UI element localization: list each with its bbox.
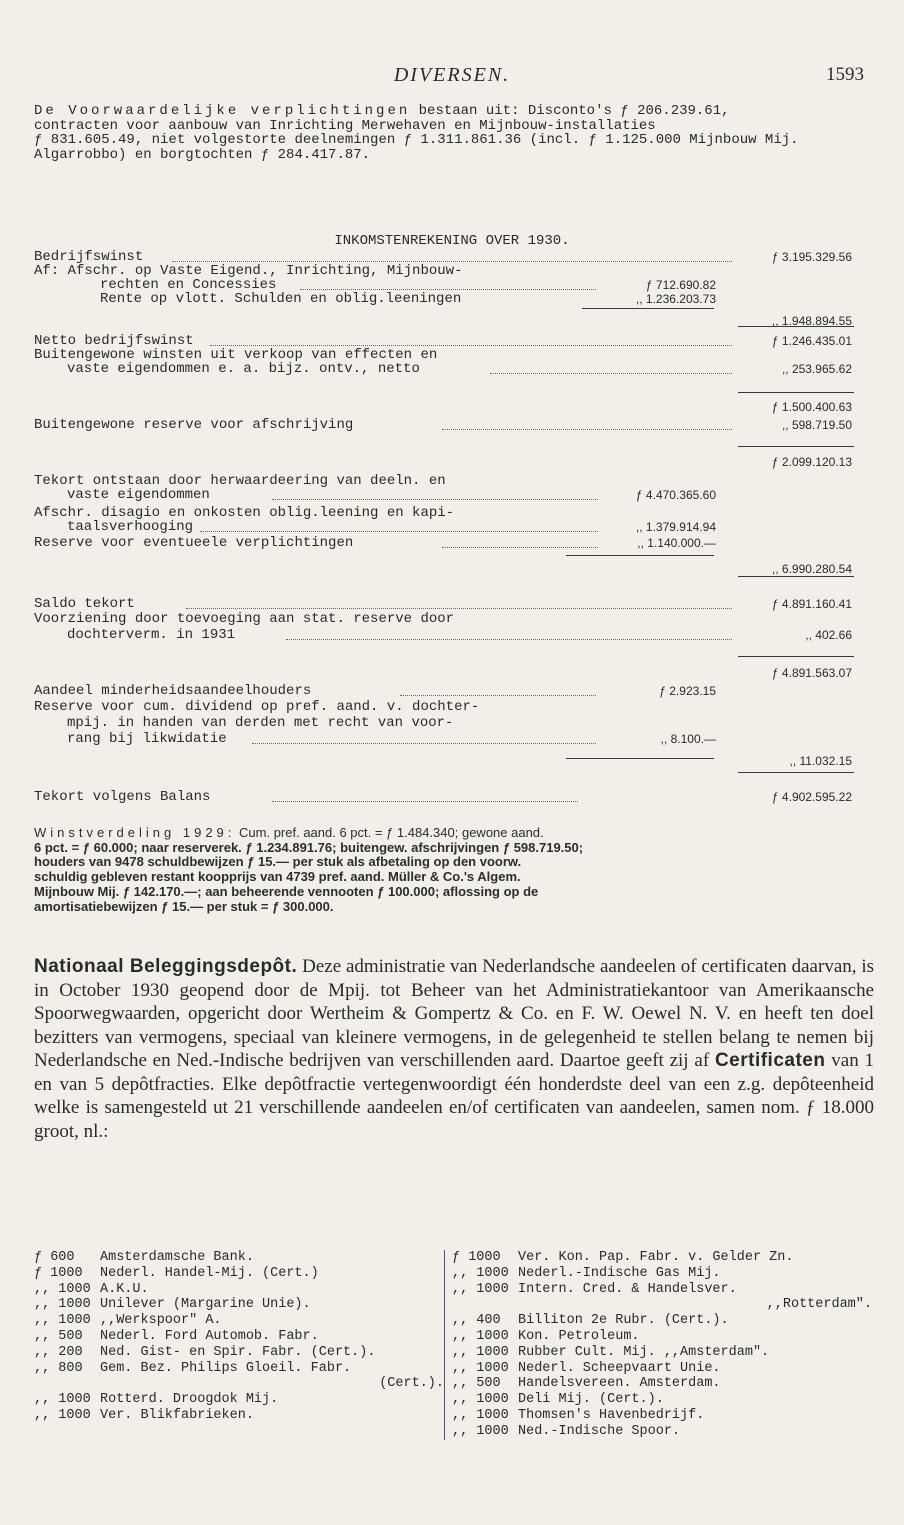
- nationaal-paragraph: [34, 955, 874, 1143]
- list-item: [452, 1424, 872, 1440]
- holding-name: Billiton 2e Rubr. (Cert.).: [518, 1313, 729, 1329]
- list-item: [34, 1408, 444, 1424]
- holding-name: Nederl. Ford Automob. Fabr.: [100, 1328, 319, 1344]
- winst-line-1: [34, 826, 876, 841]
- list-item: [34, 1282, 444, 1298]
- list-item: [34, 1345, 444, 1361]
- value-bedrijfswinst: ƒ 3.195.329.56: [771, 250, 852, 264]
- page-number: 1593: [826, 64, 864, 85]
- label-reserve-event: Reserve voor eventueele verplichtingen: [34, 535, 354, 551]
- label-reserve: Buitengewone reserve voor afschrijving: [34, 417, 354, 433]
- label-voorz-1: Voorziening door toevoeging aan stat. reserve door: [34, 611, 455, 627]
- leader-dots: [272, 499, 598, 500]
- list-item: [452, 1266, 872, 1282]
- holding-amount: ,, 400: [452, 1313, 501, 1329]
- holding-amount: ƒ 1000: [34, 1265, 83, 1281]
- holding-amount: ƒ 1000: [452, 1250, 501, 1265]
- holding-amount: ,, 1000: [452, 1281, 509, 1297]
- intro-line-4: Algarrobbo) en borgtochten ƒ 284.417.87.: [34, 146, 371, 163]
- income-statement-title: INKOMSTENREKENING OVER 1930.: [334, 233, 570, 249]
- holding-name: Ver. Kon. Pap. Fabr. v. Gelder Zn.: [518, 1250, 794, 1265]
- intro-line-2: contracten voor aanbouw van Inrichting Merwehaven en Mijnbouw-installaties: [34, 117, 656, 134]
- holding-amount: ,, 1000: [452, 1328, 509, 1344]
- list-item: [452, 1250, 872, 1266]
- label-resc-2: mpij. in handen van derden met recht van voor-: [67, 715, 454, 731]
- winst-spaced: Winstverdeling 1929:: [34, 825, 236, 840]
- holding-amount: ,, 1000: [452, 1360, 509, 1376]
- leader-dots: [442, 547, 598, 548]
- list-item: [452, 1408, 872, 1424]
- winst-line-2: 6 pct. = ƒ 60.000; naar reserverek. ƒ 1.234.891.76; buitengew. afschrijvingen ƒ 598.719.50;: [34, 839, 584, 855]
- leader-dots: [200, 531, 598, 532]
- leader-dots: [272, 801, 578, 802]
- nationaal-text-2: van 1 en van 5 depôtfracties. Elke depôtfractie vertegenwoordigt één honderdste deel van een z.g. depôteenheid welke is samengesteld ut 21 verschillende aandeelen en/of certificaten van aandeelen, samen nom. ƒ 18.000 groot, nl.:: [34, 1050, 874, 1142]
- value-reserve-event: ,, 1.140.000.—: [637, 536, 716, 550]
- holding-name: Gem. Bez. Philips Gloeil. Fabr.: [100, 1360, 352, 1376]
- label-tekort-2: vaste eigendommen: [67, 487, 210, 503]
- label-afschr-2: taalsverhooging: [67, 519, 194, 535]
- holding-name: Deli Mij. (Cert.).: [518, 1392, 664, 1408]
- label-afschr-1: Afschr. disagio en onkosten oblig.leening en kapi-: [34, 505, 455, 521]
- list-item: [452, 1329, 872, 1345]
- list-item: [34, 1313, 444, 1329]
- value-buiten: ,, 253.965.62: [781, 362, 852, 376]
- label-rente: Rente op vlott. Schulden en oblig.leeningen: [100, 291, 462, 307]
- label-saldo: Saldo tekort: [34, 596, 135, 612]
- value-afschr-disagio: ,, 1.379.914.94: [635, 520, 716, 534]
- label-buiten-2: vaste eigendommen e. a. bijz. ontv., netto: [67, 361, 420, 377]
- holding-name: A.K.U.: [100, 1281, 149, 1297]
- holding-amount: ,, 1000: [452, 1265, 509, 1281]
- leader-dots: [442, 429, 732, 430]
- intro-paragraph: [34, 104, 876, 162]
- value-aandeel: ƒ 2.923.15: [659, 684, 716, 698]
- total-rule: [738, 772, 854, 773]
- nationaal-heading: Nationaal Beleggingsdepôt.: [34, 956, 298, 977]
- holding-name: Rotterd. Droogdok Mij.: [100, 1392, 279, 1408]
- label-resc-3: rang bij likwidatie: [67, 731, 227, 747]
- label-af: Af: Afschr. op Vaste Eigend., Inrichting, Mijnbouw-: [34, 263, 463, 279]
- holding-name: Thomsen's Havenbedrijf.: [518, 1407, 705, 1423]
- leader-dots: [286, 639, 732, 640]
- label-tekort-1: Tekort ontstaan door herwaardeering van deeln. en: [34, 473, 446, 489]
- value-reserve: ,, 598.719.50: [781, 418, 852, 432]
- winst-line-5: Mijnbouw Mij. ƒ 142.170.—; aan beheerende vennooten ƒ 100.000; aflossing op de: [34, 883, 539, 899]
- total-rule: [738, 656, 854, 657]
- column-divider: [444, 1250, 445, 1440]
- value-rente: ,, 1.236.203.73: [635, 292, 716, 306]
- list-item: [34, 1297, 444, 1313]
- list-item: [34, 1266, 444, 1282]
- value-resc: ,, 8.100.—: [660, 732, 716, 746]
- value-sum4: ƒ 4.891.563.07: [771, 666, 852, 680]
- list-item: [34, 1329, 444, 1345]
- holding-name: ,,Rotterdam".: [766, 1297, 872, 1313]
- holding-amount: ,, 1000: [34, 1297, 91, 1313]
- certificaten-heading: Certificaten: [714, 1050, 826, 1071]
- holding-name: Rubber Cult. Mij. ,,Amsterdam".: [518, 1344, 770, 1360]
- value-tekort-balans: ƒ 4.902.595.22: [771, 790, 852, 804]
- leader-dots: [400, 695, 596, 696]
- value-sum3: ,, 6.990.280.54: [771, 562, 852, 576]
- list-item: [452, 1297, 872, 1313]
- value-sum5: ,, 11.032.15: [789, 754, 852, 768]
- holding-name: Nederl.-Indische Gas Mij.: [518, 1265, 721, 1281]
- holding-name: Nederl. Scheepvaart Unie.: [518, 1360, 721, 1376]
- holding-name: Ver. Blikfabrieken.: [100, 1407, 254, 1423]
- value-sum1: ƒ 1.500.400.63: [771, 400, 852, 414]
- holding-amount: ,, 500: [34, 1328, 83, 1344]
- subtotal-rule: [566, 555, 714, 556]
- holding-name: Intern. Cred. & Handelsver.: [518, 1281, 737, 1297]
- value-af-total: ,, 1.948.894.55: [771, 314, 852, 328]
- leader-dots: [172, 261, 732, 262]
- label-bedrijfswinst: Bedrijfswinst: [34, 249, 144, 265]
- holding-name: Amsterdamsche Bank.: [100, 1250, 254, 1265]
- value-sum2: ƒ 2.099.120.13: [771, 455, 852, 469]
- list-item: [452, 1361, 872, 1377]
- intro-line1-rest: bestaan uit: Disconto's ƒ 206.239.61,: [410, 103, 730, 119]
- holding-name: Unilever (Margarine Unie).: [100, 1297, 311, 1313]
- list-item: [452, 1313, 872, 1329]
- holding-name: ,,Werkspoor" A.: [100, 1313, 222, 1329]
- list-item: [34, 1392, 444, 1408]
- total-rule: [738, 392, 854, 393]
- label-netto: Netto bedrijfswinst: [34, 333, 194, 349]
- value-afschr: ƒ 712.690.82: [645, 278, 716, 292]
- intro-line-1: [34, 104, 876, 119]
- value-tekort: ƒ 4.470.365.60: [635, 488, 716, 502]
- label-rechten: rechten en Concessies: [100, 277, 277, 293]
- list-item: [34, 1361, 444, 1377]
- holding-name: Kon. Petroleum.: [518, 1328, 640, 1344]
- list-item: [452, 1376, 872, 1392]
- holding-amount: ,, 1000: [34, 1281, 91, 1297]
- list-item: [452, 1282, 872, 1298]
- value-saldo: ƒ 4.891.160.41: [771, 597, 852, 611]
- leader-dots: [186, 608, 732, 609]
- holdings-list-right: [452, 1250, 872, 1440]
- total-rule: [738, 576, 854, 577]
- holding-name: Ned.-Indische Spoor.: [518, 1423, 681, 1439]
- nationaal-text-1: Deze administratie van Nederlandsche aandeelen of certificaten daarvan, is in October 1930 geopend door de Mpij. tot Beheer van het Administratiekantoor van Amerikaansche Spoorwegwaarden, opgericht door Wertheim & Gompertz & Co. en F. W. Oewel N. V. en heeft ten doel bezitters van vermogens, speciaal van kleinere vermogens, in de gelegenheid te stellen belang te nemen bij Nederlandsche en Ned.-Indische bedrijven van verschillenden aard. Daartoe geeft zij af: [34, 956, 874, 1071]
- subtotal-rule: [566, 758, 714, 759]
- total-rule: [738, 446, 854, 447]
- intro-spaced: De Voorwaardelijke verplichtingen: [34, 103, 411, 119]
- label-buiten-1: Buitengewone winsten uit verkoop van effecten en: [34, 347, 438, 363]
- leader-dots: [300, 289, 596, 290]
- list-item: [34, 1250, 444, 1266]
- winstverdeling-paragraph: [34, 826, 876, 914]
- winst-line-4: schuldig gebleven restant koopprijs van 4739 pref. aand. Müller & Co.'s Algem.: [34, 869, 521, 885]
- intro-line-3: ƒ 831.605.49, niet volgestorte deelnemingen ƒ 1.311.861.36 (incl. ƒ 1.125.000 Mijnbouw Mij.: [34, 132, 799, 148]
- label-voorz-2: dochterverm. in 1931: [67, 627, 236, 643]
- winst-line-3: houders van 9478 schuldbewijzen ƒ 15.— per stuk als afbetaling op den voorw.: [34, 854, 522, 870]
- leader-dots: [210, 345, 732, 346]
- label-aandeel: Aandeel minderheidsaandeelhouders: [34, 683, 312, 699]
- holding-name: Handelsvereen. Amsterdam.: [518, 1376, 721, 1392]
- holding-amount: ,, 500: [452, 1376, 501, 1392]
- holding-amount: ,, 1000: [452, 1392, 509, 1408]
- holding-amount: ,, 1000: [452, 1423, 509, 1439]
- holding-amount: ,, 200: [34, 1344, 83, 1360]
- winst-line1-rest: Cum. pref. aand. 6 pct. = ƒ 1.484.340; gewone aand.: [235, 825, 544, 840]
- holding-amount: ,, 1000: [452, 1344, 509, 1360]
- list-item: [452, 1392, 872, 1408]
- holding-amount: ƒ 600: [34, 1250, 75, 1265]
- holdings-list-left: [34, 1250, 444, 1424]
- holding-amount: ,, 800: [34, 1360, 83, 1376]
- list-item: [452, 1345, 872, 1361]
- holding-name: (Cert.).: [379, 1376, 444, 1392]
- holding-amount: ,, 1000: [34, 1392, 91, 1408]
- list-item: [34, 1376, 444, 1392]
- leader-dots: [490, 373, 732, 374]
- value-netto: ƒ 1.246.435.01: [771, 334, 852, 348]
- subtotal-rule: [582, 308, 714, 309]
- winst-line-6: amortisatiebewijzen ƒ 15.— per stuk = ƒ 300.000.: [34, 898, 334, 914]
- holding-name: Ned. Gist- en Spir. Fabr. (Cert.).: [100, 1344, 376, 1360]
- holding-amount: ,, 1000: [452, 1407, 509, 1423]
- page-title: DIVERSEN.: [393, 64, 511, 86]
- leader-dots: [252, 743, 596, 744]
- value-voorz: ,, 402.66: [805, 628, 852, 642]
- total-rule: [738, 326, 854, 327]
- holding-name: Nederl. Handel-Mij. (Cert.): [100, 1265, 319, 1281]
- label-tekort-balans: Tekort volgens Balans: [34, 789, 211, 805]
- holding-amount: ,, 1000: [34, 1407, 91, 1423]
- holding-amount: ,, 1000: [34, 1313, 91, 1329]
- label-resc-1: Reserve voor cum. dividend op pref. aand. v. dochter-: [34, 699, 480, 715]
